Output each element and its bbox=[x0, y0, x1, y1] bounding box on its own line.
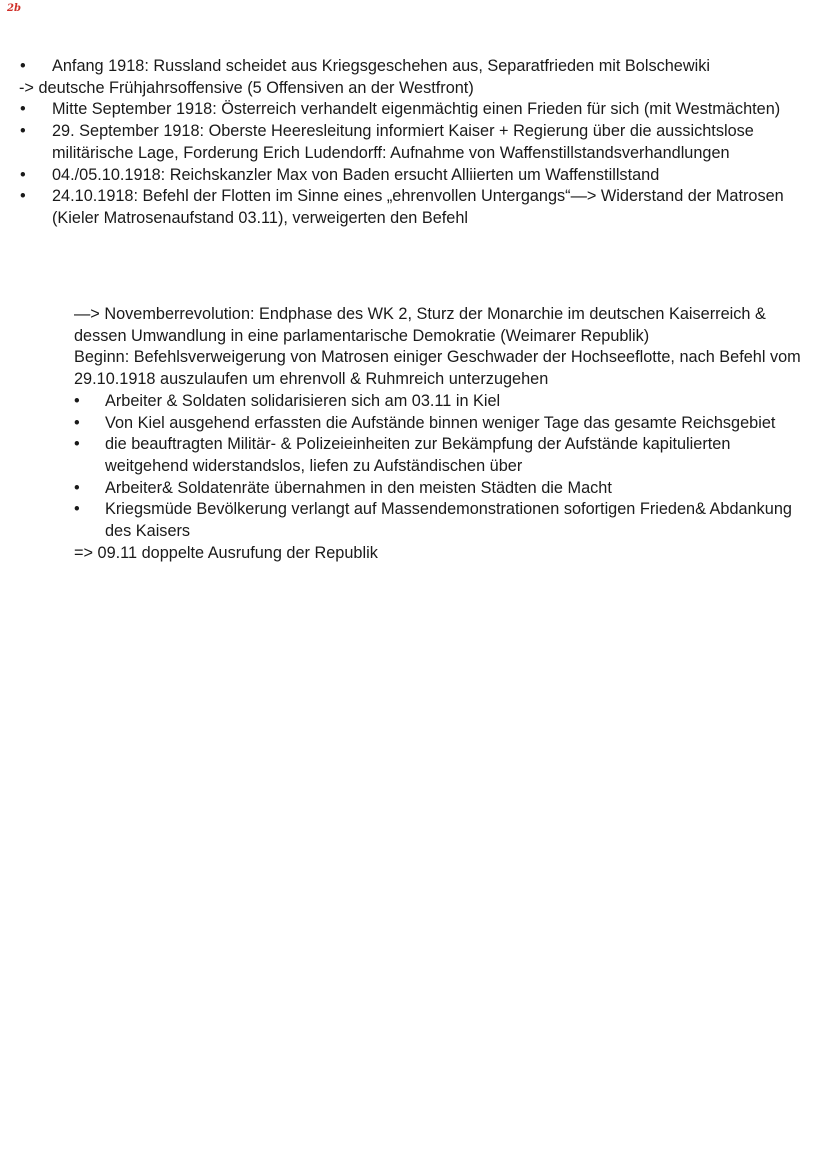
bullet-icon: • bbox=[74, 435, 80, 454]
list-item-text: 04./05.10.1918: Reichskanzler Max von Baden ersucht Alliierten um Waffenstillstand bbox=[52, 165, 660, 184]
list-item bbox=[74, 391, 814, 413]
bullet-icon: • bbox=[20, 57, 26, 75]
list-item-text: Kriegsmüde Bevölkerung verlangt auf Massendemonstrationen sofortigen Frieden& Abdankung des Kaisers bbox=[105, 500, 792, 541]
list-item bbox=[74, 413, 814, 435]
bullet-icon: • bbox=[20, 100, 26, 119]
novemberrevolution-section bbox=[74, 304, 814, 564]
bullet-icon: • bbox=[20, 187, 26, 206]
list-item bbox=[19, 99, 799, 121]
list-item-text: 24.10.1918: Befehl der Flotten im Sinne eines „ehrenvollen Untergangs“—> Widerstand der Matrosen (Kieler Matrosenaufstand 03.11), verweigerten den Befehl bbox=[52, 187, 784, 227]
bullet-icon: • bbox=[20, 165, 26, 184]
bullet-icon: • bbox=[74, 478, 80, 497]
list-item-text: die beauftragten Militär- & Polizeieinheiten zur Bekämpfung der Aufstände kapitulierten weitgehend widerstandslos, liefen zu Aufständischen über bbox=[105, 435, 731, 475]
list-item-text: Anfang 1918: Russland scheidet aus Kriegsgeschehen aus, Separatfrieden mit Bolschewiki bbox=[52, 57, 710, 75]
list-item bbox=[19, 165, 799, 187]
list-item-text: Mitte September 1918: Österreich verhandelt eigenmächtig einen Frieden für sich (mit Westmächten) bbox=[52, 100, 781, 119]
conclusion: => 09.11 doppelte Ausrufung der Republik bbox=[74, 543, 378, 562]
beginn-paragraph: Beginn: Befehlsverweigerung von Matrosen einiger Geschwader der Hochseeflotte, nach Befehl vom 29.10.1918 auszulaufen um ehrenvoll & Ruhmreich unterzugehen bbox=[74, 348, 801, 389]
list-item bbox=[74, 478, 814, 500]
bullet-icon: • bbox=[20, 122, 26, 141]
arrow-note: -> deutsche Frühjahrsoffensive (5 Offensiven an der Westfront) bbox=[19, 78, 474, 97]
list-item-text: 29. September 1918: Oberste Heeresleitung informiert Kaiser + Regierung über die aussichtslose militärische Lage, Forderung Erich Ludendorff: Aufnahme von Waffenstillstandsverhandlungen bbox=[52, 122, 754, 162]
bullet-icon: • bbox=[74, 391, 80, 410]
list-item bbox=[19, 186, 799, 229]
list-item bbox=[74, 499, 814, 542]
novemberrevolution-intro: —> Novemberrevolution: Endphase des WK 2, Sturz der Monarchie im deutschen Kaiserreich & dessen Umwandlung in eine parlamentarische Demokratie (Weimarer Republik) bbox=[74, 305, 766, 345]
list-item bbox=[74, 434, 814, 477]
timeline-list bbox=[19, 56, 799, 230]
list-item bbox=[19, 56, 799, 78]
list-item-text: Arbeiter & Soldaten solidarisieren sich am 03.11 in Kiel bbox=[105, 391, 501, 410]
list-item-text: Von Kiel ausgehend erfassten die Aufstände binnen weniger Tage das gesamte Reichsgebiet bbox=[105, 413, 776, 432]
page-number: 2b bbox=[7, 3, 21, 14]
bullet-icon: • bbox=[74, 500, 80, 519]
list-item bbox=[19, 121, 799, 164]
list-item-text: Arbeiter& Soldatenräte übernahmen in den meisten Städten die Macht bbox=[105, 478, 612, 497]
bullet-icon: • bbox=[74, 413, 80, 432]
